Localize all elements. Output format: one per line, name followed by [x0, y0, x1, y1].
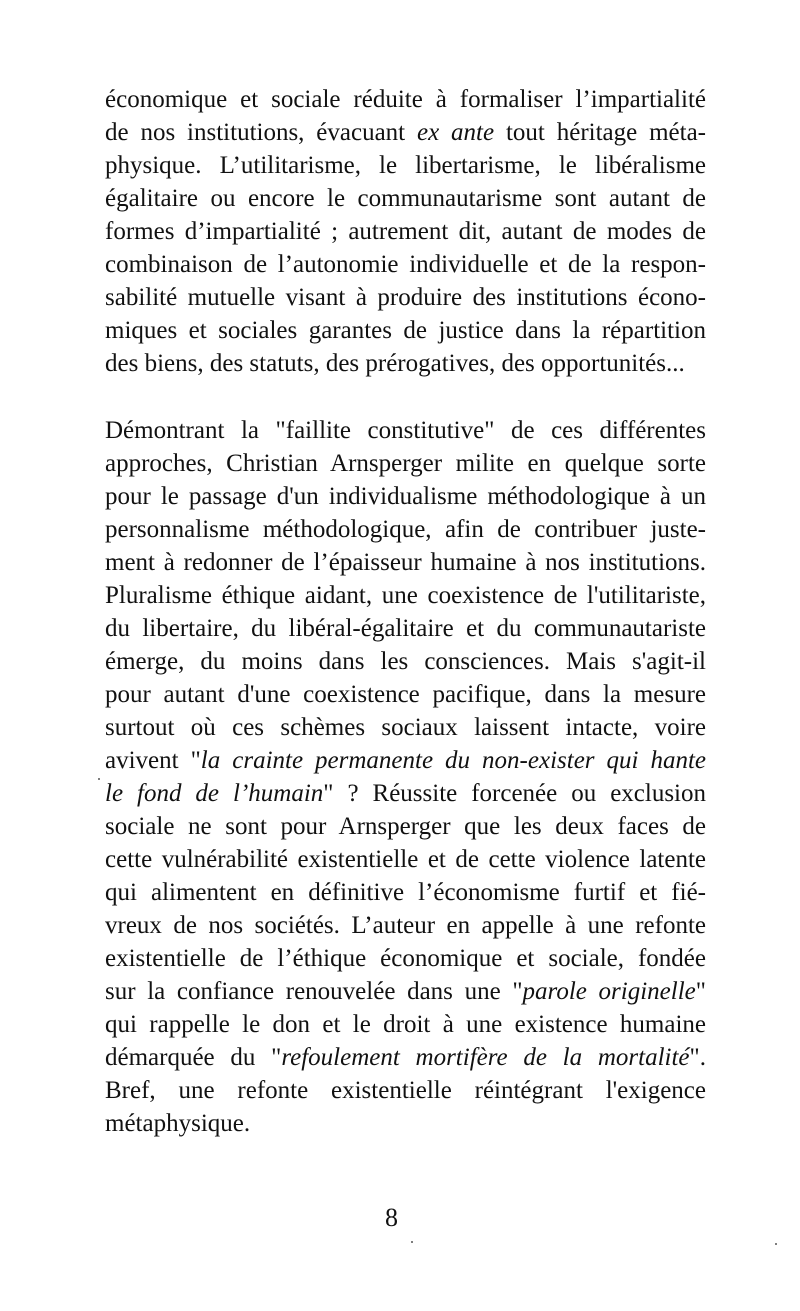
- text-run: ": [695, 978, 706, 1005]
- text-line: [105, 248, 706, 281]
- text-line: [105, 876, 706, 909]
- text-line: [105, 182, 706, 215]
- text-line: [105, 281, 706, 314]
- text-line: [105, 711, 706, 744]
- text-line: [105, 909, 706, 942]
- text-line: [105, 447, 706, 480]
- text-run: surtout où ces schèmes sociaux laissent intacte, voire: [105, 714, 706, 741]
- italic-text: parole originelle: [522, 978, 696, 1005]
- text-run: miques et sociales garantes de justice dans la répartition: [105, 317, 706, 344]
- text-line: [105, 1041, 706, 1074]
- paragraph: [105, 414, 706, 1140]
- scan-speck: [775, 1243, 777, 1245]
- text-run: des biens, des statuts, des prérogatives, des opportunités...: [105, 350, 685, 377]
- text-line: [105, 149, 706, 182]
- text-run: combinaison de l’autonomie individuelle et de la respon-: [105, 251, 706, 278]
- text-run: sociale ne sont pour Arnsperger que les deux faces de: [105, 813, 706, 840]
- text-run: cette vulnérabilité existentielle et de cette violence latente: [105, 846, 706, 873]
- text-line: [105, 414, 706, 447]
- text-line: [105, 1008, 706, 1041]
- text-line: [105, 678, 706, 711]
- text-line: [105, 744, 706, 777]
- text-line: [105, 975, 706, 1008]
- text-run: ".: [689, 1044, 706, 1071]
- paragraph: [105, 83, 706, 380]
- text-run: pour autant d'une coexistence pacifique, dans la mesure: [105, 681, 706, 708]
- text-line: [105, 546, 706, 579]
- text-line: [105, 579, 706, 612]
- text-line: [105, 942, 706, 975]
- text-run: qui alimentent en définitive l’économisme furtif et fié-: [105, 879, 706, 906]
- text-run: physique. L’utilitarisme, le libertarisme, le libéralisme: [105, 152, 706, 179]
- text-run: avivent ": [105, 747, 201, 774]
- page-number: 8: [385, 1203, 398, 1232]
- text-run: sur la confiance renouvelée dans une ": [105, 978, 523, 1005]
- text-line: [105, 215, 706, 248]
- text-line: [105, 645, 706, 678]
- text-run: ment à redonner de l’épaisseur humaine à nos institutions.: [105, 549, 706, 576]
- scan-speck: [411, 1241, 413, 1243]
- page-body: [105, 83, 706, 1174]
- text-line: [105, 777, 706, 810]
- scan-speck: [98, 778, 100, 780]
- text-run: qui rappelle le don et le droit à une existence humaine: [105, 1011, 706, 1038]
- text-run: économique et sociale réduite à formaliser l’impartialité: [105, 86, 706, 113]
- text-run: Démontrant la "faillite constitutive" de ces différentes: [105, 417, 706, 444]
- text-line: [105, 1107, 706, 1140]
- text-run: métaphysique.: [105, 1110, 251, 1137]
- italic-text: le fond de l’humain: [105, 780, 324, 807]
- text-line: [105, 810, 706, 843]
- text-line: [105, 612, 706, 645]
- text-line: [105, 480, 706, 513]
- italic-text: refoulement mortifère de la mortalité: [281, 1044, 690, 1071]
- text-run: tout héritage méta-: [494, 119, 707, 146]
- text-line: [105, 513, 706, 546]
- text-line: [105, 116, 706, 149]
- text-run: personnalisme méthodologique, afin de contribuer juste-: [105, 516, 706, 543]
- text-run: approches, Christian Arnsperger milite en quelque sorte: [105, 450, 706, 477]
- text-line: [105, 347, 706, 380]
- text-run: Bref, une refonte existentielle réintégrant l'exigence: [105, 1077, 706, 1104]
- text-run: Pluralisme éthique aidant, une coexistence de l'utilitariste,: [105, 582, 706, 609]
- text-run: pour le passage d'un individualisme méthodologique à un: [105, 483, 706, 510]
- italic-text: la crainte permanente du non-exister qui hante: [200, 747, 706, 774]
- text-run: égalitaire ou encore le communautarisme sont autant de: [105, 185, 706, 212]
- text-run: formes d’impartialité ; autrement dit, autant de modes de: [105, 218, 706, 245]
- text-line: [105, 1074, 706, 1107]
- text-run: de nos institutions, évacuant: [105, 119, 417, 146]
- italic-text: ex ante: [417, 119, 495, 146]
- text-run: existentielle de l’éthique économique et sociale, fondée: [105, 945, 706, 972]
- text-line: [105, 314, 706, 347]
- text-run: du libertaire, du libéral-égalitaire et du communautariste: [105, 615, 706, 642]
- text-run: émerge, du moins dans les consciences. Mais s'agit-il: [105, 648, 706, 675]
- text-line: [105, 843, 706, 876]
- text-run: " ? Réussite forcenée ou exclusion: [323, 780, 707, 807]
- text-line: [105, 83, 706, 116]
- text-run: démarquée du ": [105, 1044, 282, 1071]
- text-run: vreux de nos sociétés. L’auteur en appelle à une refonte: [105, 912, 706, 939]
- text-run: sabilité mutuelle visant à produire des institutions écono-: [105, 284, 706, 311]
